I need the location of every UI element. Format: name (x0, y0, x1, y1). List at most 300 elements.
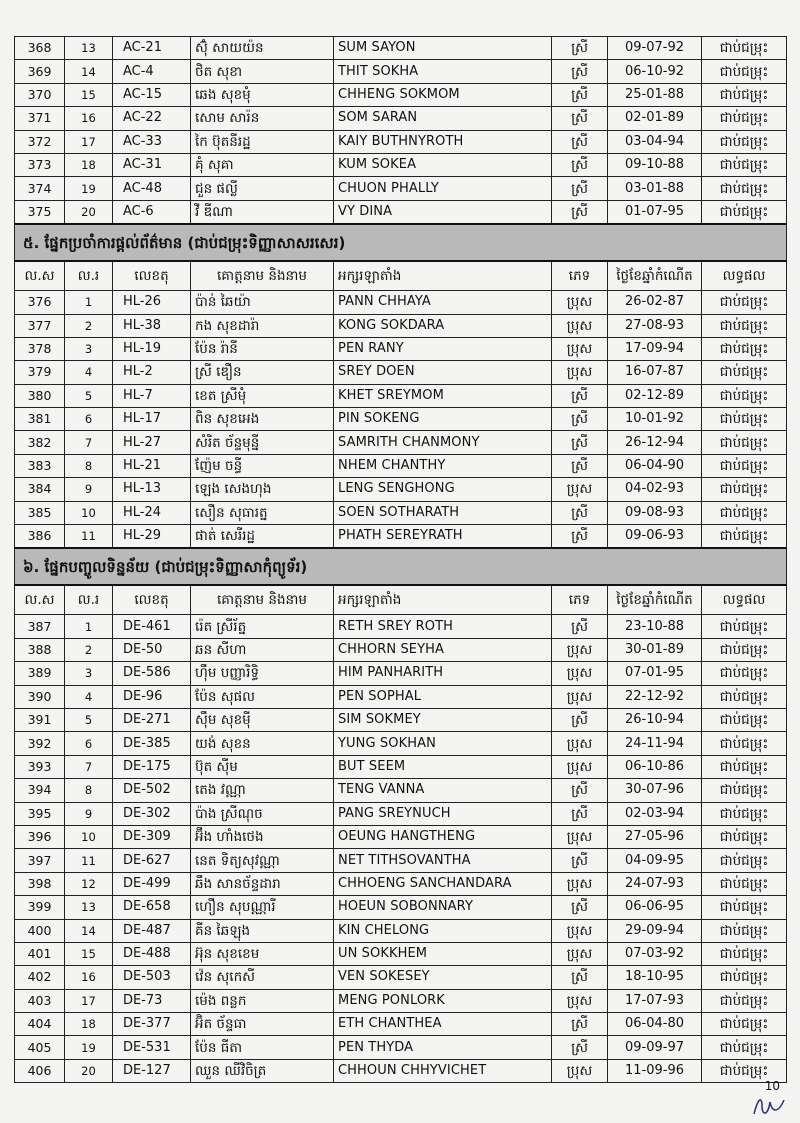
sex-cell: ស្រី (552, 431, 608, 454)
sex-cell: ស្រី (552, 60, 608, 83)
row-number-cell: 405 (15, 1036, 65, 1059)
result-cell: ជាប់ជម្រុះ (702, 130, 787, 153)
table-code-cell: DE-271 (113, 708, 191, 731)
date-of-birth-cell: 02-12-89 (608, 384, 702, 407)
table-code-cell: AC-48 (113, 177, 191, 200)
table-code-cell: HL-2 (113, 361, 191, 384)
name-khmer-cell: អ៊ិត ច័ន្ទធា (191, 1013, 334, 1036)
row-index-cell: 10 (65, 501, 113, 524)
table-row (15, 966, 787, 989)
result-cell: ជាប់ជម្រុះ (702, 408, 787, 431)
table-row (15, 825, 787, 848)
table-row (15, 896, 787, 919)
row-index-cell: 5 (65, 384, 113, 407)
sex-cell: ស្រី (552, 708, 608, 731)
name-khmer-cell: ស្រី ឌឿន (191, 361, 334, 384)
result-cell: ជាប់ជម្រុះ (702, 849, 787, 872)
name-latin-cell: KONG SOKDARA (334, 314, 552, 337)
table-row (15, 200, 787, 224)
date-of-birth-cell: 02-01-89 (608, 107, 702, 130)
date-of-birth-cell: 27-05-96 (608, 825, 702, 848)
name-latin-cell: PIN SOKENG (334, 408, 552, 431)
table-code-cell: DE-50 (113, 638, 191, 661)
table-row (15, 662, 787, 685)
table-row (15, 638, 787, 661)
table-row (15, 1059, 787, 1082)
result-cell: ជាប់ជម្រុះ (702, 755, 787, 778)
document-page (14, 36, 786, 1083)
result-cell: ជាប់ជម្រុះ (702, 872, 787, 895)
result-cell: ជាប់ជម្រុះ (702, 802, 787, 825)
table-row (15, 153, 787, 176)
date-of-birth-cell: 06-10-92 (608, 60, 702, 83)
row-number-cell: 388 (15, 638, 65, 661)
name-khmer-cell: រ៉េត ស្រីរ័ត្ន (191, 615, 334, 638)
sex-cell: ស្រី (552, 37, 608, 60)
result-cell: ជាប់ជម្រុះ (702, 615, 787, 638)
date-of-birth-cell: 01-07-95 (608, 200, 702, 224)
table-code-cell: DE-96 (113, 685, 191, 708)
name-khmer-cell: ឆឹង សានច័ន្ទដារា (191, 872, 334, 895)
date-of-birth-cell: 11-09-96 (608, 1059, 702, 1082)
name-khmer-cell: ឆន សីហា (191, 638, 334, 661)
table-code-cell: AC-33 (113, 130, 191, 153)
table-code-cell: HL-19 (113, 337, 191, 360)
date-of-birth-cell: 25-01-88 (608, 83, 702, 106)
date-of-birth-cell: 03-04-94 (608, 130, 702, 153)
handwritten-initials-icon (750, 1092, 790, 1120)
name-latin-cell: VY DINA (334, 200, 552, 224)
name-khmer-cell: ខេត ស្រីមុំ (191, 384, 334, 407)
name-latin-cell: KUM SOKEA (334, 153, 552, 176)
row-number-cell: 380 (15, 384, 65, 407)
table-code-cell: HL-13 (113, 478, 191, 501)
name-latin-cell: VEN SOKESEY (334, 966, 552, 989)
sex-cell: ប្រុស (552, 337, 608, 360)
sex-cell: ស្រី (552, 384, 608, 407)
table-code-cell: DE-487 (113, 919, 191, 942)
name-khmer-cell: ប៉ាន់ ឆៃយ៉ា (191, 291, 334, 314)
table-code-cell: DE-127 (113, 1059, 191, 1082)
date-of-birth-cell: 09-09-97 (608, 1036, 702, 1059)
row-index-cell: 17 (65, 130, 113, 153)
sex-cell: ស្រី (552, 454, 608, 477)
row-index-cell: 20 (65, 1059, 113, 1082)
result-cell: ជាប់ជម្រុះ (702, 107, 787, 130)
row-number-cell: 382 (15, 431, 65, 454)
sex-cell: ស្រី (552, 153, 608, 176)
name-latin-cell: TENG VANNA (334, 779, 552, 802)
table-code-cell: DE-488 (113, 942, 191, 965)
table-row (15, 685, 787, 708)
row-number-cell: 403 (15, 989, 65, 1012)
result-cell: ជាប់ជម្រុះ (702, 314, 787, 337)
row-number-cell: 381 (15, 408, 65, 431)
date-of-birth-cell: 04-02-93 (608, 478, 702, 501)
table-code-cell: HL-24 (113, 501, 191, 524)
row-index-cell: 12 (65, 872, 113, 895)
result-cell: ជាប់ជម្រុះ (702, 525, 787, 549)
name-latin-cell: KHET SREYMOM (334, 384, 552, 407)
date-of-birth-cell: 06-06-95 (608, 896, 702, 919)
table-row (15, 872, 787, 895)
name-latin-cell: CHHORN SEYHA (334, 638, 552, 661)
name-khmer-cell: វី ឌីណា (191, 200, 334, 224)
table-row (15, 408, 787, 431)
sex-cell: ប្រុស (552, 755, 608, 778)
table-row (15, 755, 787, 778)
header-sex: ភេទ (552, 261, 608, 291)
row-index-cell: 18 (65, 153, 113, 176)
name-latin-cell: NET TITHSOVANTHA (334, 849, 552, 872)
name-latin-cell: CHUON PHALLY (334, 177, 552, 200)
sex-cell: ស្រី (552, 896, 608, 919)
date-of-birth-cell: 29-09-94 (608, 919, 702, 942)
sex-cell: ប្រុស (552, 638, 608, 661)
result-cell: ជាប់ជម្រុះ (702, 454, 787, 477)
date-of-birth-cell: 02-03-94 (608, 802, 702, 825)
date-of-birth-cell: 04-09-95 (608, 849, 702, 872)
date-of-birth-cell: 18-10-95 (608, 966, 702, 989)
table-code-cell: DE-502 (113, 779, 191, 802)
row-index-cell: 4 (65, 685, 113, 708)
name-latin-cell: MENG PONLORK (334, 989, 552, 1012)
row-index-cell: 18 (65, 1013, 113, 1036)
table-code-cell: HL-27 (113, 431, 191, 454)
row-number-cell: 386 (15, 525, 65, 549)
result-cell: ជាប់ជម្រុះ (702, 83, 787, 106)
date-of-birth-cell: 30-07-96 (608, 779, 702, 802)
result-cell: ជាប់ជម្រុះ (702, 361, 787, 384)
date-of-birth-cell: 17-07-93 (608, 989, 702, 1012)
sex-cell: ប្រុស (552, 662, 608, 685)
name-latin-cell: NHEM CHANTHY (334, 454, 552, 477)
result-cell: ជាប់ជម្រុះ (702, 825, 787, 848)
table-code-cell: HL-7 (113, 384, 191, 407)
table-code-cell: DE-503 (113, 966, 191, 989)
sex-cell: ស្រី (552, 200, 608, 224)
row-index-cell: 2 (65, 314, 113, 337)
sex-cell: ស្រី (552, 408, 608, 431)
date-of-birth-cell: 07-03-92 (608, 942, 702, 965)
name-khmer-cell: ហឿន សុបណ្ណារី (191, 896, 334, 919)
table-row (15, 525, 787, 549)
result-cell: ជាប់ជម្រុះ (702, 37, 787, 60)
name-khmer-cell: សំរិត ច័ន្ទមុន្នី (191, 431, 334, 454)
row-number-cell: 375 (15, 200, 65, 224)
row-number-cell: 400 (15, 919, 65, 942)
sex-cell: ប្រុស (552, 685, 608, 708)
result-cell: ជាប់ជម្រុះ (702, 153, 787, 176)
sex-cell: ស្រី (552, 83, 608, 106)
row-index-cell: 19 (65, 177, 113, 200)
row-number-cell: 396 (15, 825, 65, 848)
table-row (15, 708, 787, 731)
section5-title: ៥. ផ្នែកប្រចាំការផ្តល់ព័ត៌មាន (ជាប់ជម្រុះទិញ្ញាសាសរសេរ) (15, 224, 787, 261)
header-sex: ភេទ (552, 585, 608, 615)
table-row (15, 60, 787, 83)
row-number-cell: 376 (15, 291, 65, 314)
name-khmer-cell: ប៉ាង ស្រីណុច (191, 802, 334, 825)
name-khmer-cell: ឈួន ឈីវិចិត្រ (191, 1059, 334, 1082)
row-number-cell: 369 (15, 60, 65, 83)
section-heading (15, 224, 787, 261)
table-code-cell: DE-531 (113, 1036, 191, 1059)
date-of-birth-cell: 26-10-94 (608, 708, 702, 731)
table-code-cell: HL-21 (113, 454, 191, 477)
name-latin-cell: THIT SOKHA (334, 60, 552, 83)
row-number-cell: 384 (15, 478, 65, 501)
name-latin-cell: OEUNG HANGTHENG (334, 825, 552, 848)
table-row (15, 291, 787, 314)
header-code: លេខតុ (113, 261, 191, 291)
sex-cell: ស្រី (552, 130, 608, 153)
result-cell: ជាប់ជម្រុះ (702, 1036, 787, 1059)
header-name-kh: គោត្តនាម និងនាម (191, 585, 334, 615)
result-cell: ជាប់ជម្រុះ (702, 732, 787, 755)
row-number-cell: 399 (15, 896, 65, 919)
result-cell: ជាប់ជម្រុះ (702, 662, 787, 685)
table-code-cell: HL-38 (113, 314, 191, 337)
table-row (15, 802, 787, 825)
name-khmer-cell: ឡេង សេងហុង (191, 478, 334, 501)
name-khmer-cell: គុំ សុគា (191, 153, 334, 176)
name-latin-cell: LENG SENGHONG (334, 478, 552, 501)
section6-body (15, 615, 787, 1083)
date-of-birth-cell: 22-12-92 (608, 685, 702, 708)
date-of-birth-cell: 09-10-88 (608, 153, 702, 176)
table-code-cell: AC-31 (113, 153, 191, 176)
table-row (15, 107, 787, 130)
result-cell: ជាប់ជម្រុះ (702, 989, 787, 1012)
row-index-cell: 15 (65, 942, 113, 965)
row-index-cell: 13 (65, 896, 113, 919)
row-number-cell: 370 (15, 83, 65, 106)
date-of-birth-cell: 09-06-93 (608, 525, 702, 549)
row-number-cell: 378 (15, 337, 65, 360)
table-code-cell: HL-29 (113, 525, 191, 549)
result-cell: ជាប់ជម្រុះ (702, 384, 787, 407)
result-cell: ជាប់ជម្រុះ (702, 478, 787, 501)
section5-block (15, 224, 787, 291)
table-code-cell: HL-17 (113, 408, 191, 431)
name-khmer-cell: ពិន សុខអេង (191, 408, 334, 431)
result-cell: ជាប់ជម្រុះ (702, 966, 787, 989)
row-number-cell: 401 (15, 942, 65, 965)
name-latin-cell: HIM PANHARITH (334, 662, 552, 685)
row-index-cell: 3 (65, 337, 113, 360)
row-index-cell: 6 (65, 408, 113, 431)
table-row (15, 779, 787, 802)
name-latin-cell: BUT SEEM (334, 755, 552, 778)
name-latin-cell: HOEUN SOBONNARY (334, 896, 552, 919)
row-index-cell: 8 (65, 779, 113, 802)
table-code-cell: DE-377 (113, 1013, 191, 1036)
name-latin-cell: SREY DOEN (334, 361, 552, 384)
sex-cell: ស្រី (552, 107, 608, 130)
result-cell: ជាប់ជម្រុះ (702, 200, 787, 224)
name-latin-cell: CHHENG SOKMOM (334, 83, 552, 106)
table-row (15, 431, 787, 454)
sex-cell: ស្រី (552, 966, 608, 989)
result-cell: ជាប់ជម្រុះ (702, 896, 787, 919)
date-of-birth-cell: 23-10-88 (608, 615, 702, 638)
name-khmer-cell: ថិត សុខា (191, 60, 334, 83)
sex-cell: ស្រី (552, 177, 608, 200)
name-khmer-cell: ម៉េង ពន្លក (191, 989, 334, 1012)
results-table (14, 36, 787, 1083)
result-cell: ជាប់ជម្រុះ (702, 942, 787, 965)
name-latin-cell: PEN RANY (334, 337, 552, 360)
sex-cell: ប្រុស (552, 872, 608, 895)
table-code-cell: DE-461 (113, 615, 191, 638)
row-number-cell: 377 (15, 314, 65, 337)
name-khmer-cell: នេត ទិត្យសុវណ្ណា (191, 849, 334, 872)
table-row (15, 314, 787, 337)
date-of-birth-cell: 06-10-86 (608, 755, 702, 778)
name-latin-cell: SAMRITH CHANMONY (334, 431, 552, 454)
result-cell: ជាប់ជម្រុះ (702, 708, 787, 731)
sex-cell: ស្រី (552, 849, 608, 872)
header-dob: ថ្ងៃខែឆ្នាំកំណើត (608, 585, 702, 615)
sex-cell: ស្រី (552, 525, 608, 549)
date-of-birth-cell: 07-01-95 (608, 662, 702, 685)
table-row (15, 384, 787, 407)
name-khmer-cell: គីន ឆៃឡុង (191, 919, 334, 942)
name-latin-cell: SUM SAYON (334, 37, 552, 60)
name-latin-cell: CHHOENG SANCHANDARA (334, 872, 552, 895)
name-latin-cell: YUNG SOKHAN (334, 732, 552, 755)
name-khmer-cell: កង សុខដារ៉ា (191, 314, 334, 337)
row-index-cell: 5 (65, 708, 113, 731)
result-cell: ជាប់ជម្រុះ (702, 919, 787, 942)
table-code-cell: AC-4 (113, 60, 191, 83)
row-number-cell: 406 (15, 1059, 65, 1082)
row-index-cell: 6 (65, 732, 113, 755)
result-cell: ជាប់ជម្រុះ (702, 291, 787, 314)
table-row (15, 615, 787, 638)
section5-body (15, 291, 787, 549)
table-row (15, 989, 787, 1012)
group1-body (15, 37, 787, 225)
row-index-cell: 7 (65, 431, 113, 454)
name-latin-cell: PEN THYDA (334, 1036, 552, 1059)
name-khmer-cell: អ៊ុន សុខខេម (191, 942, 334, 965)
row-number-cell: 398 (15, 872, 65, 895)
row-number-cell: 385 (15, 501, 65, 524)
row-number-cell: 387 (15, 615, 65, 638)
name-khmer-cell: សោម សារ៉ន (191, 107, 334, 130)
row-index-cell: 13 (65, 37, 113, 60)
table-code-cell: DE-302 (113, 802, 191, 825)
row-number-cell: 395 (15, 802, 65, 825)
name-latin-cell: UN SOKKHEM (334, 942, 552, 965)
name-khmer-cell: វ៉េន សុកេសី (191, 966, 334, 989)
name-latin-cell: SOM SARAN (334, 107, 552, 130)
sex-cell: ប្រុស (552, 919, 608, 942)
table-row (15, 130, 787, 153)
date-of-birth-cell: 16-07-87 (608, 361, 702, 384)
date-of-birth-cell: 26-02-87 (608, 291, 702, 314)
name-khmer-cell: ផាត់ សេរីរដ្ឋ (191, 525, 334, 549)
row-index-cell: 16 (65, 966, 113, 989)
row-index-cell: 19 (65, 1036, 113, 1059)
table-code-cell: AC-22 (113, 107, 191, 130)
header-name-latin: អក្សរឡាតាំង (334, 585, 552, 615)
header-code: លេខតុ (113, 585, 191, 615)
row-index-cell: 14 (65, 60, 113, 83)
row-index-cell: 9 (65, 802, 113, 825)
table-row (15, 361, 787, 384)
row-index-cell: 7 (65, 755, 113, 778)
row-number-cell: 383 (15, 454, 65, 477)
name-latin-cell: PANN CHHAYA (334, 291, 552, 314)
row-number-cell: 389 (15, 662, 65, 685)
table-code-cell: DE-499 (113, 872, 191, 895)
date-of-birth-cell: 09-07-92 (608, 37, 702, 60)
table-code-cell: DE-73 (113, 989, 191, 1012)
result-cell: ជាប់ជម្រុះ (702, 431, 787, 454)
table-row (15, 919, 787, 942)
header-name-latin: អក្សរឡាតាំង (334, 261, 552, 291)
name-khmer-cell: ប៊ុត ស៊ីម (191, 755, 334, 778)
table-row (15, 501, 787, 524)
row-number-cell: 371 (15, 107, 65, 130)
row-index-cell: 1 (65, 615, 113, 638)
row-number-cell: 379 (15, 361, 65, 384)
table-code-cell: AC-6 (113, 200, 191, 224)
sex-cell: ប្រុស (552, 291, 608, 314)
table-code-cell: DE-586 (113, 662, 191, 685)
table-row (15, 1013, 787, 1036)
sex-cell: ស្រី (552, 1013, 608, 1036)
result-cell: ជាប់ជម្រុះ (702, 337, 787, 360)
name-khmer-cell: អ៊ឹង ហាំងថេង (191, 825, 334, 848)
row-number-cell: 397 (15, 849, 65, 872)
name-latin-cell: CHHOUN CHHYVICHET (334, 1059, 552, 1082)
sex-cell: ប្រុស (552, 1059, 608, 1082)
sex-cell: ប្រុស (552, 361, 608, 384)
table-row (15, 83, 787, 106)
header-idx: ល.រ (65, 261, 113, 291)
header-name-kh: គោត្តនាម និងនាម (191, 261, 334, 291)
header-idx: ល.រ (65, 585, 113, 615)
result-cell: ជាប់ជម្រុះ (702, 685, 787, 708)
table-row (15, 849, 787, 872)
table-code-cell: HL-26 (113, 291, 191, 314)
row-index-cell: 4 (65, 361, 113, 384)
header-no: ល.ស (15, 585, 65, 615)
table-row (15, 1036, 787, 1059)
name-khmer-cell: ឆេង សុខមុំ (191, 83, 334, 106)
row-index-cell: 11 (65, 849, 113, 872)
date-of-birth-cell: 06-04-90 (608, 454, 702, 477)
name-khmer-cell: កៃ ប៊ុតនីរដ្ឋ (191, 130, 334, 153)
name-latin-cell: KAIY BUTHNYROTH (334, 130, 552, 153)
date-of-birth-cell: 24-11-94 (608, 732, 702, 755)
date-of-birth-cell: 24-07-93 (608, 872, 702, 895)
result-cell: ជាប់ជម្រុះ (702, 1013, 787, 1036)
result-cell: ជាប់ជម្រុះ (702, 501, 787, 524)
name-latin-cell: PANG SREYNUCH (334, 802, 552, 825)
sex-cell: ស្រី (552, 615, 608, 638)
header-result: លទ្ធផល (702, 261, 787, 291)
section6-block (15, 548, 787, 615)
date-of-birth-cell: 10-01-92 (608, 408, 702, 431)
date-of-birth-cell: 26-12-94 (608, 431, 702, 454)
row-index-cell: 15 (65, 83, 113, 106)
sex-cell: ស្រី (552, 802, 608, 825)
